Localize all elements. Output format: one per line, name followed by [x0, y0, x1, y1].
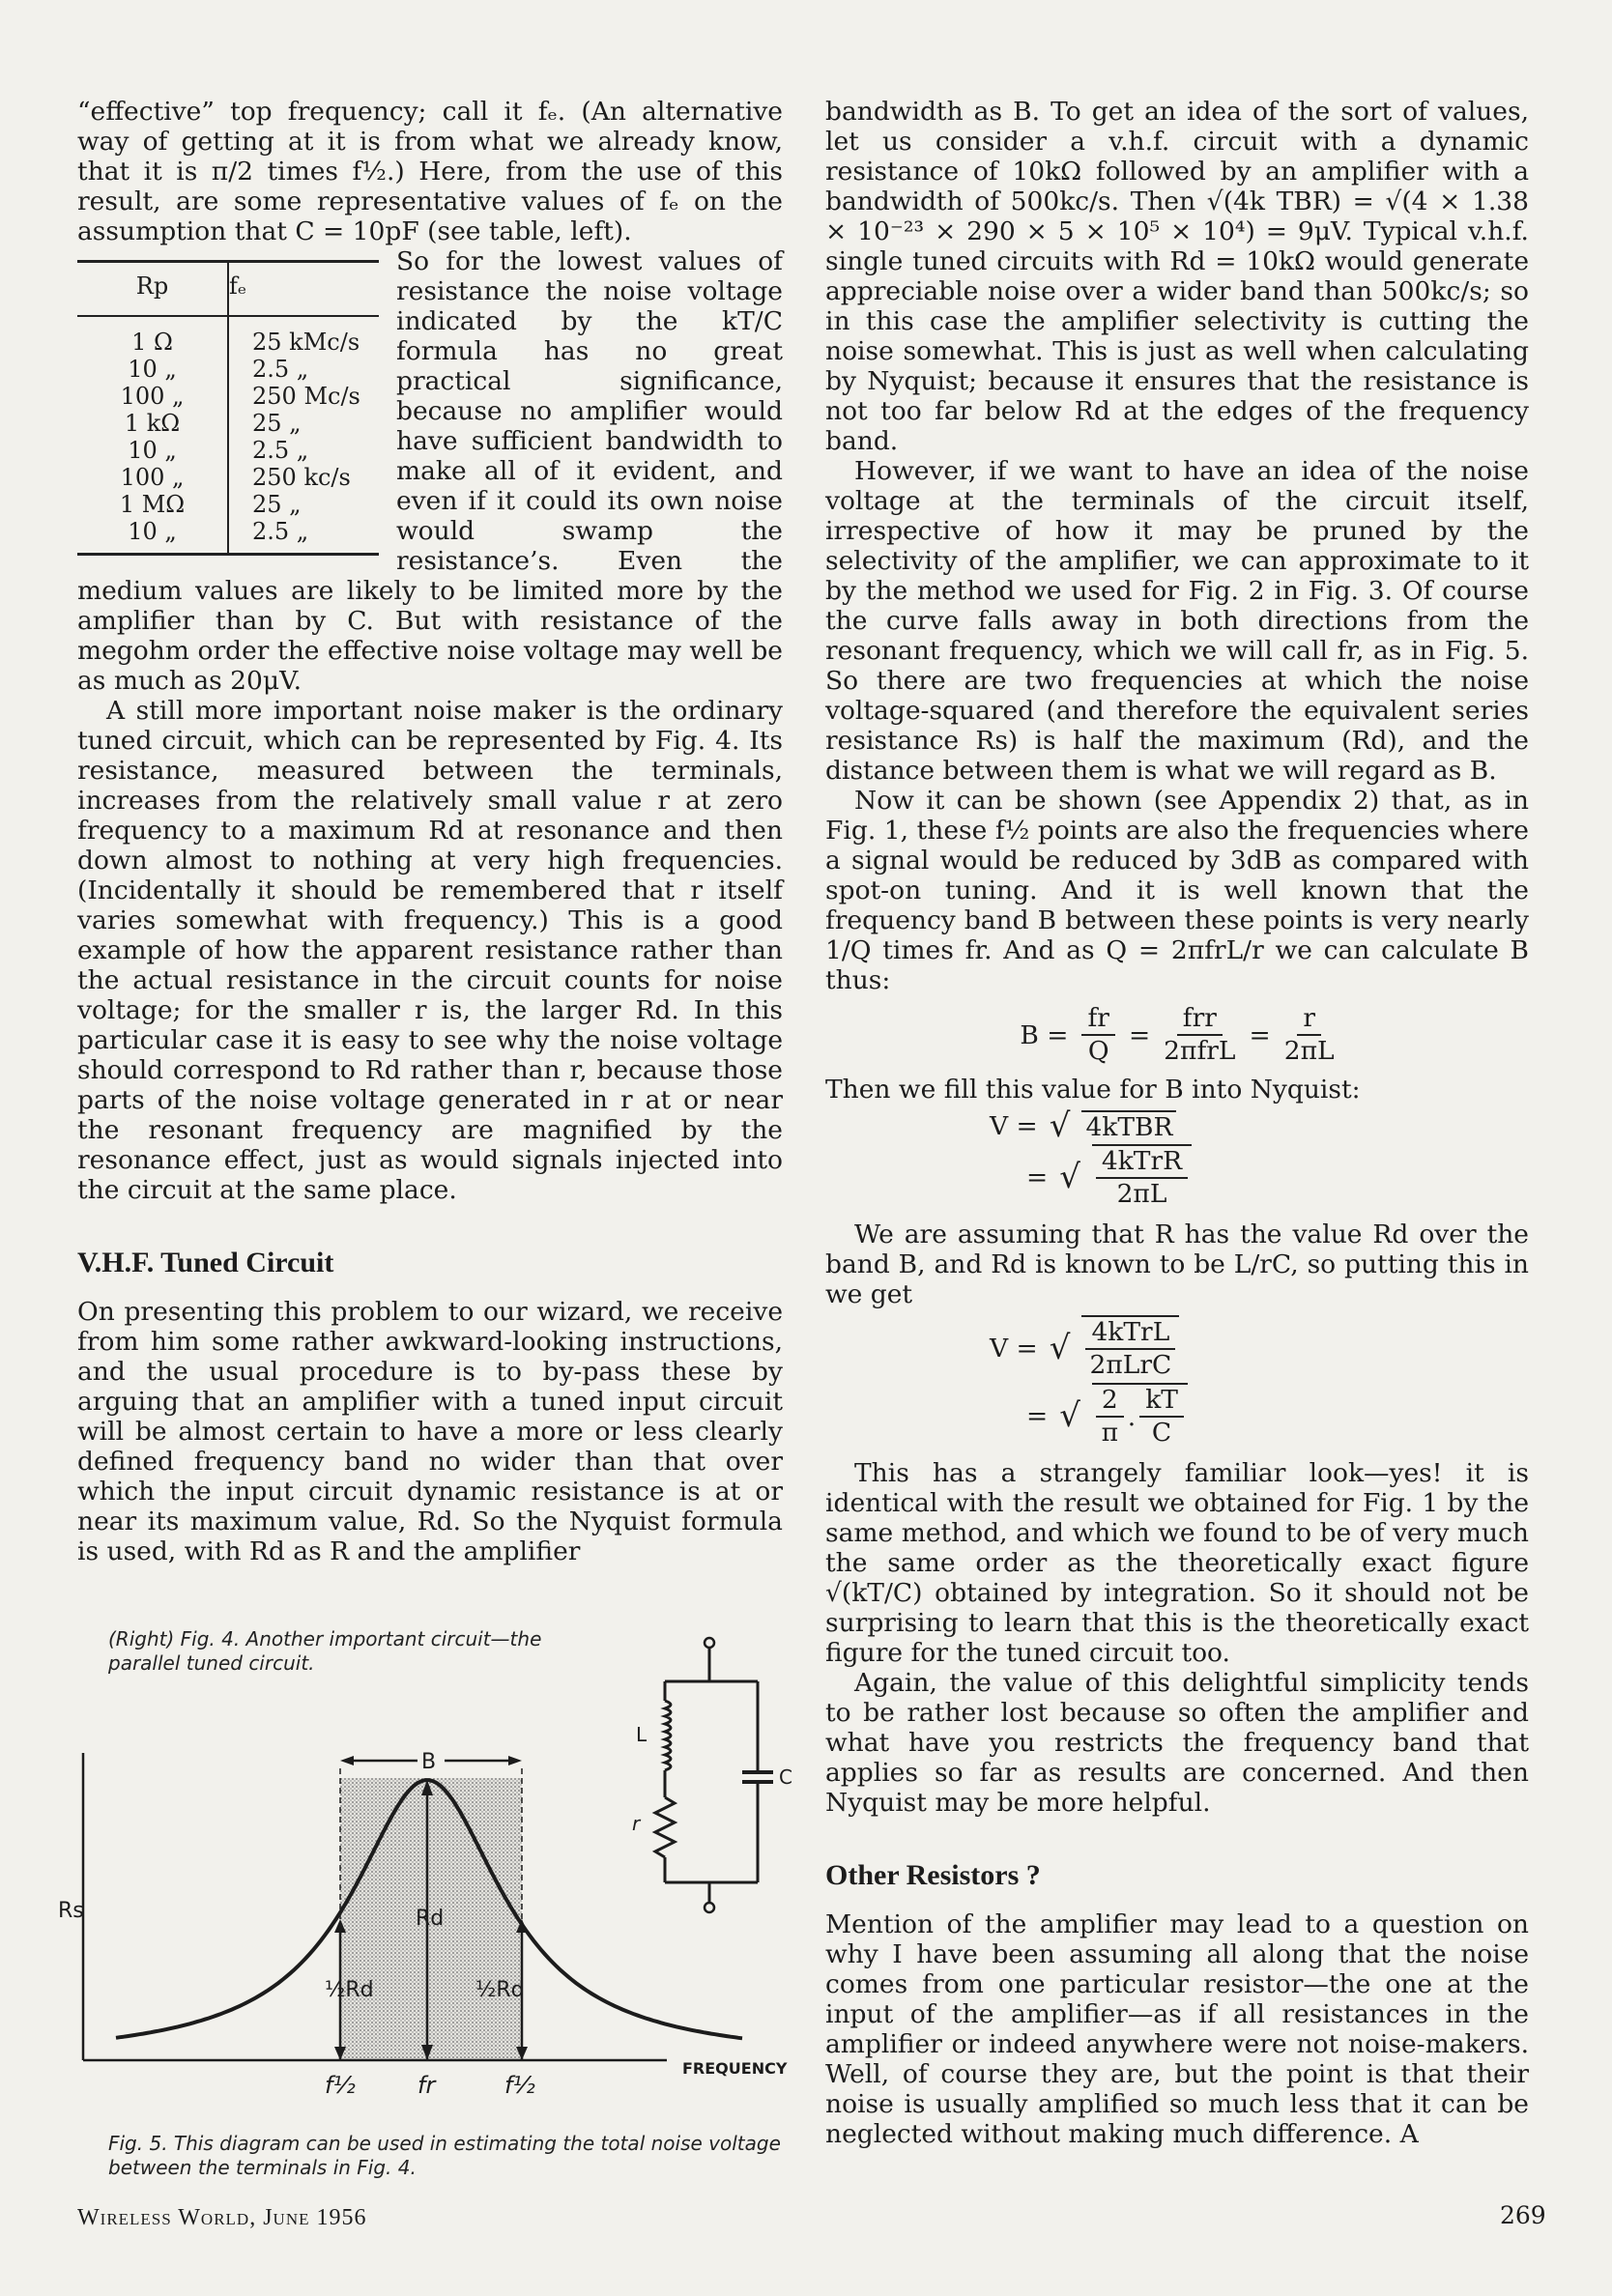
fraction — [1081, 1315, 1179, 1381]
label-f-half-right: f½ — [504, 2072, 535, 2099]
eq-lhs: B = — [1020, 1019, 1069, 1050]
denominator: 2πLrC — [1089, 1350, 1172, 1380]
label-f-half-left: f½ — [325, 2072, 356, 2099]
section-heading: V.H.F. Tuned Circuit — [77, 1247, 334, 1278]
numerator: frr — [1177, 1003, 1223, 1036]
numerator: kT — [1139, 1385, 1184, 1418]
fraction — [1092, 1144, 1192, 1210]
table-cell: 25 kMc/s — [252, 329, 360, 356]
radicand: 4kTBR — [1081, 1110, 1176, 1142]
paragraph: This has a strangely familiar look—yes! it is identical with the result we obtained for Fig. 1 by the same method, and which we found to be of very much the same order as the theoretically exact figure √(kT/C) obtained by integration. So it should not be surprising to learn that this is the theoretically exact figure for the tuned circuit too. — [825, 1458, 1529, 1668]
equals-sign: = — [1249, 1019, 1271, 1050]
denominator: Q — [1087, 1036, 1109, 1066]
label-half-rd-right: ½Rd — [475, 1978, 525, 2002]
eq-lhs: V = — [990, 1333, 1038, 1363]
numerator: 2 — [1096, 1385, 1124, 1418]
table-cell: 25 „ — [252, 491, 302, 518]
denominator: 2πfrL — [1164, 1036, 1236, 1066]
fig4-caption: (Right) Fig. 4. Another important circuit—the parallel tuned circuit. — [108, 1627, 542, 1675]
label-rs: Rs — [58, 1899, 84, 1923]
table-header-fe: fₑ — [229, 273, 247, 300]
section-heading: Other Resistors ? — [825, 1859, 1041, 1891]
eq-lhs: V = — [990, 1111, 1038, 1141]
numerator: fr — [1081, 1003, 1114, 1036]
table-header-rp: Rp — [77, 262, 228, 317]
fig5-caption: Fig. 5. This diagram can be used in estimating the total noise voltage between the terminals in Fig. 4. — [108, 2132, 781, 2179]
fig5-resonance-curve — [58, 1739, 792, 2116]
label-l: L — [636, 1723, 648, 1746]
table-cell: 250 kc/s — [252, 464, 351, 491]
equation-bandwidth — [825, 1003, 1529, 1067]
fraction — [1284, 1003, 1335, 1067]
equation-result — [990, 1315, 1529, 1449]
sqrt-symbol: √ — [1059, 1395, 1080, 1435]
denominator: 2πL — [1116, 1179, 1167, 1209]
paragraph: On presenting this problem to our wizard, we receive from him some rather awkward-looking instructions, and the usual procedure is to by-pass these by arguing that an amplifier with a tuned input circuit will be almost certain to have a more or less clearly defined frequency band no wider than that over which the input circuit dynamic resistance is at or near its maximum value, Rd. So the Nyquist formula is used, with Rd as R and the amplifier — [77, 1297, 783, 1566]
resistance-frequency-table — [77, 260, 379, 556]
dot: . — [1127, 1401, 1137, 1432]
paragraph: bandwidth as B. To get an idea of the sort of values, let us consider a v.h.f. circuit with a dynamic resistance of 10kΩ followed by an amplifier with a bandwidth of 500kc/s. Then √(4k TBR) = √(4 × 1.38 × 10⁻²³ × 290 × 5 × 10⁵ × 10⁴) = 9μV. Typical v.h.f. single tuned circuits with Rd = 10kΩ would generate appreciable noise over a wider band than 500kc/s; so in this case the amplifier selectivity is cutting the noise somewhat. This is just as well when calculating by Nyquist; because it ensures that the resistance is not too far below Rd at the edges of the frequency band. — [825, 97, 1529, 456]
paragraph: So for the lowest values of resistance the noise voltage indicated by the kT/C formula has no great practical significance, because no amplifier would have sufficient bandwidth to make all of it evident, and even if it could its own noise would swamp the resistance’s. Even the medium values are likely to be limited more by the amplifier than by C. But with resistance of the megohm order the effective noise voltage may well be as much as 20μV. — [77, 246, 783, 696]
label-half-rd-left: ½Rd — [325, 1978, 374, 2002]
paragraph: “effective” top frequency; call it fₑ. (An alternative way of getting at it is from what we already know, that it is π/2 times f½.) Here, from the use of this result, are some representative values of fₑ on the assumption that C = 10pF (see table, left). — [77, 97, 783, 246]
paragraph: A still more important noise maker is the ordinary tuned circuit, which can be represented by Fig. 4. Its resistance, measured between the terminals, increases from the relatively small value r at zero frequency to a maximum Rd at resonance and then down almost to nothing at very high frequencies. (Incidentally it should be remembered that r itself varies somewhat with frequency.) This is a good example of how the apparent resistance rather than the actual resistance in the circuit counts for noise voltage; for the smaller r is, the larger Rd. In this particular case it is easy to see why the noise voltage should correspond to Rd rather than r, because those parts of the noise voltage generated in r at or near the resonant frequency are magnified by the resonance effect, just as would signals injected into the circuit at the same place. — [77, 696, 783, 1205]
numerator: 4kTrR — [1096, 1146, 1188, 1179]
table-cell: 10 „ — [77, 437, 228, 464]
paragraph: Now it can be shown (see Appendix 2) that, as in Fig. 1, these f½ points are also the frequencies where a signal would be reduced by 3dB as compared with spot-on tuning. And it is well known that the frequency band B between these points is very nearly 1/Q times fr. And as Q = 2πfrL/r we can calculate B thus: — [825, 786, 1529, 995]
page-number: 269 — [1500, 2201, 1546, 2229]
paragraph: Again, the value of this delightful simplicity tends to be rather lost because so often the amplifier and what have you restricts the frequency band that applies so far as results are concerned. And then Nyquist may be more helpful. — [825, 1668, 1529, 1818]
left-column — [77, 97, 783, 1566]
radicand — [1092, 1383, 1188, 1449]
label-c: C — [779, 1765, 792, 1789]
table-cell: 10 „ — [77, 356, 228, 383]
right-column — [825, 97, 1529, 2149]
numerator: 4kTrL — [1085, 1317, 1175, 1350]
denominator: π — [1101, 1418, 1119, 1448]
paragraph: Mention of the amplifier may lead to a question on why I have been assuming all along that the noise comes from one particular resistor—the one at the input of the amplifier—as if all resistances in the amplifier or indeed anywhere were not noise-makers. Well, of course they are, but the point is that their noise is usually amplified so much less that it can be neglected without making much difference. A — [825, 1909, 1529, 2149]
equals-sign: = — [1026, 1162, 1049, 1192]
table-cell: 100 „ — [77, 383, 228, 410]
sqrt-symbol: √ — [1049, 1106, 1071, 1145]
paragraph: However, if we want to have an idea of the noise voltage at the terminals of the circuit itself, irrespective of how it may be pruned by the selectivity of the amplifier, we can approximate to it by the method we used for Fig. 2 in Fig. 3. Of course the curve falls away in both directions from the resonant frequency, which we will call fr, as in Fig. 5. So there are two frequencies at which the noise voltage-squared (and therefore the equivalent series resistance Rs) is half the maximum (Rd), and the distance between them is what we will regard as B. — [825, 456, 1529, 786]
denominator: C — [1151, 1418, 1172, 1448]
journal-footer: Wireless World, June 1956 — [77, 2205, 367, 2230]
table-cell: 2.5 „ — [252, 437, 309, 464]
fraction — [1164, 1003, 1235, 1067]
table-cell: 1 Ω — [77, 316, 228, 356]
table-cell: 10 „ — [77, 518, 228, 555]
sqrt-symbol: √ — [1049, 1328, 1071, 1367]
table-cell: 2.5 „ — [252, 356, 309, 383]
terminal-top — [705, 1638, 714, 1648]
table-cell: 25 „ — [252, 410, 302, 437]
table-cell: 1 kΩ — [77, 410, 228, 437]
table-cell: 1 MΩ — [77, 491, 228, 518]
equals-sign: = — [1128, 1019, 1151, 1050]
paragraph: We are assuming that R has the value Rd over the band B, and Rd is known to be L/rC, so putting this in we get — [825, 1220, 1529, 1309]
x-axis-label: FREQUENCY — [682, 2059, 788, 2078]
label-b: B — [421, 1750, 437, 1774]
fraction — [1096, 1385, 1124, 1449]
label-fr: fr — [417, 2072, 436, 2099]
paragraph: Then we fill this value for B into Nyquist: — [825, 1075, 1361, 1105]
label-r: r — [632, 1812, 641, 1835]
numerator: r — [1297, 1003, 1321, 1036]
table-cell: 100 „ — [77, 464, 228, 491]
fraction — [1081, 1003, 1114, 1067]
label-rd: Rd — [416, 1907, 445, 1931]
fraction — [1139, 1385, 1184, 1449]
equation-nyquist — [990, 1106, 1529, 1210]
denominator: 2πL — [1283, 1036, 1335, 1066]
table-cell: 250 Mc/s — [252, 383, 360, 410]
table-cell: 2.5 „ — [228, 518, 379, 555]
sqrt-symbol: √ — [1059, 1157, 1080, 1196]
equals-sign: = — [1026, 1400, 1049, 1431]
